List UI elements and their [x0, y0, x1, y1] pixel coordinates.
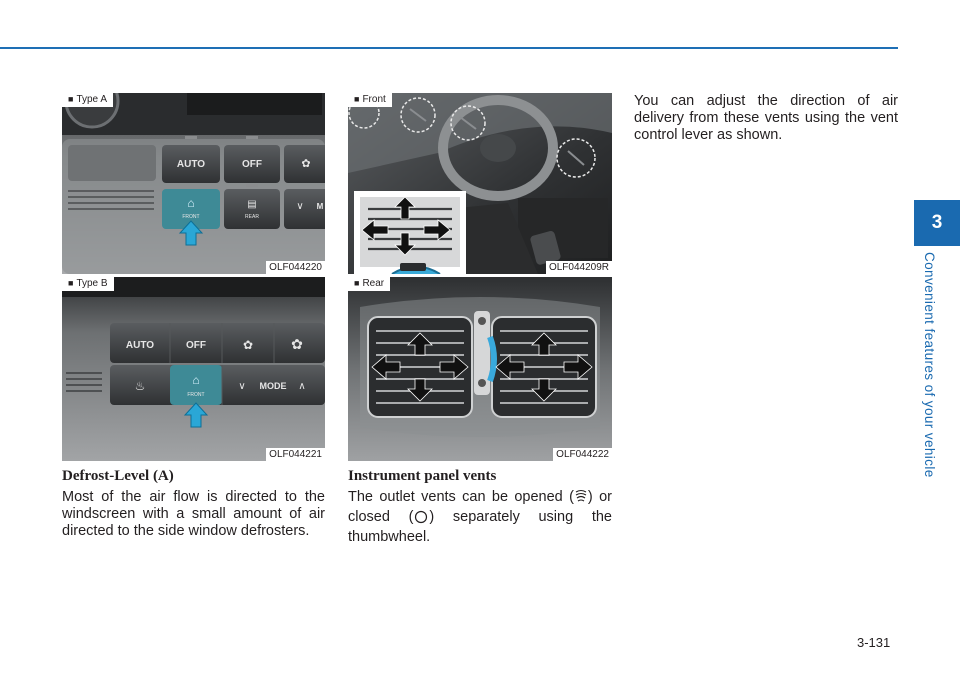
- defrost-level-paragraph: Most of the air flow is directed to the windscreen with a small amount of air directed to the side window defrosters.: [62, 489, 325, 539]
- svg-text:✿: ✿: [301, 158, 311, 170]
- svg-text:OFF: OFF: [242, 159, 262, 170]
- chapter-number-tab: 3: [914, 200, 960, 246]
- svg-text:✿: ✿: [291, 336, 303, 352]
- dashboard-vents-illustration: [348, 93, 612, 274]
- rear-vents-illustration: [348, 277, 612, 461]
- figure-label: ■ Rear: [348, 277, 390, 291]
- top-rule: [0, 47, 898, 49]
- svg-text:⌂: ⌂: [192, 373, 200, 387]
- svg-text:MODE: MODE: [259, 381, 287, 391]
- svg-text:FRONT: FRONT: [182, 214, 200, 220]
- figure-code: OLF044220: [266, 261, 325, 274]
- figure-rear-vents: [348, 277, 612, 461]
- svg-text:▤: ▤: [247, 199, 257, 210]
- vent-direction-paragraph: You can adjust the direction of air delivery from these vents using the vent control lever as shown.: [634, 93, 898, 143]
- svg-text:OFF: OFF: [186, 340, 206, 351]
- figure-type-b: [62, 277, 325, 461]
- vent-open-icon: [574, 489, 588, 509]
- figure-type-a: [62, 93, 325, 274]
- svg-text:✿: ✿: [242, 338, 254, 352]
- figure-label: ■ Front: [348, 93, 392, 107]
- svg-text:M: M: [316, 202, 324, 211]
- chapter-title: Convenient features of your vehicle: [922, 252, 937, 478]
- svg-text:∨: ∨: [238, 381, 246, 392]
- svg-text:AUTO: AUTO: [176, 159, 206, 170]
- figure-code: OLF044209R: [546, 261, 612, 274]
- svg-text:⌂: ⌂: [187, 196, 195, 210]
- climate-panel-illustration: [62, 277, 325, 461]
- section-heading-defrost-level: Defrost-Level (A): [62, 468, 174, 484]
- climate-panel-illustration: [62, 93, 325, 274]
- svg-text:REAR: REAR: [245, 214, 259, 220]
- section-heading-instrument-panel-vents: Instrument panel vents: [348, 468, 497, 484]
- page-number: 3-131: [857, 635, 891, 650]
- figure-front-vents: [348, 93, 612, 274]
- svg-text:♨: ♨: [134, 379, 146, 393]
- svg-text:FRONT: FRONT: [187, 392, 205, 398]
- instrument-panel-vents-paragraph: The outlet vents can be opened ( ) or closed ( ) separately using the thumbwheel.: [348, 489, 612, 545]
- figure-label: ■ Type B: [62, 277, 114, 291]
- svg-text:AUTO: AUTO: [125, 340, 155, 351]
- figure-label: ■ Type A: [62, 93, 113, 107]
- svg-text:∧: ∧: [298, 381, 306, 392]
- figure-code: OLF044221: [266, 448, 325, 461]
- vent-closed-icon: [413, 509, 429, 529]
- svg-text:∨: ∨: [296, 201, 304, 212]
- figure-code: OLF044222: [553, 448, 612, 461]
